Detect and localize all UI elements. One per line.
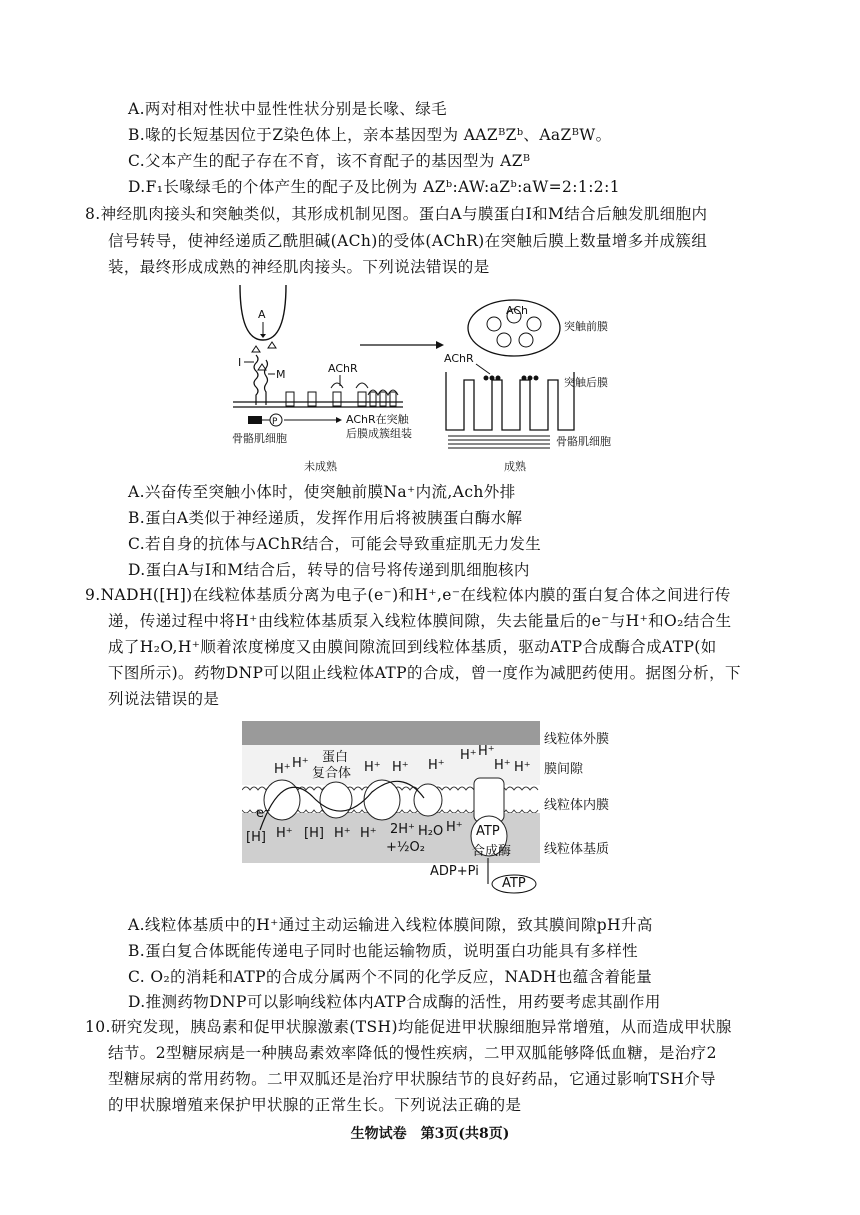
q7-option-a: A.两对相对性状中显性性状分别是长喙、绿毛 — [128, 100, 448, 118]
label-protein-complex-2: 复合体 — [312, 766, 352, 781]
caption-immature: 未成熟 — [304, 460, 337, 473]
label-protein-complex-1: 蛋白 — [322, 750, 349, 765]
label-i: I — [238, 356, 242, 369]
label-hplus-6: H⁺ — [460, 748, 477, 763]
q10-stem-line-4: 的甲状腺增殖来保护甲状腺的正常生长。下列说法正确的是 — [108, 1096, 522, 1114]
q8-stem-line-3: 装，最终形成成熟的神经肌肉接头。下列说法错误的是 — [108, 258, 490, 276]
label-hplus-13: H⁺ — [446, 820, 463, 835]
q10-stem-line-2: 结节。2型糖尿病是一种胰岛素效率降低的慢性疾病，二甲双胍能够降低血糖，是治疗2 — [108, 1044, 717, 1062]
label-m: M — [276, 368, 286, 381]
q9-option-d: D.推测药物DNP可以影响线粒体内ATP合成酶的活性，用药要考虑其副作用 — [128, 993, 661, 1011]
q9-option-c: C. O₂的消耗和ATP的合成分属两个不同的化学反应，NADH也蕴含着能量 — [128, 968, 653, 986]
label-muscle-right: 骨骼肌细胞 — [556, 435, 611, 448]
label-electron: e⁻ — [256, 806, 271, 821]
q8-stem-line-1: 8.神经肌肉接头和突触类似，其形成机制见图。蛋白A与膜蛋白I和M结合后触发肌细胞内 — [85, 205, 708, 223]
label-protein-a: A — [258, 308, 266, 321]
label-hplus-9: H⁺ — [514, 760, 531, 775]
label-water: H₂O — [418, 824, 444, 839]
label-cluster-2: 后膜成簇组装 — [346, 427, 412, 440]
label-matrix: 线粒体基质 — [544, 842, 610, 857]
q7-option-b: B.喙的长短基因位于Z染色体上，亲本基因型为 AAZᴮZᵇ、AaZᴮW。 — [128, 126, 612, 144]
label-nadh-1: [H] — [246, 830, 266, 845]
label-two-h: 2H⁺ — [390, 822, 415, 837]
q8-option-a: A.兴奋传至突触小体时，使突触前膜Na⁺内流,Ach外排 — [128, 483, 516, 501]
q8-stem-line-2: 信号转导，使神经递质乙酰胆碱(ACh)的受体(AChR)在突触后膜上数量增多并成簇组 — [108, 232, 708, 250]
label-adp-pi: ADP+Pi — [430, 864, 479, 879]
label-hplus-8: H⁺ — [494, 758, 511, 773]
q10-stem-line-3: 型糖尿病的常用药物。二甲双胍还是治疗甲状腺结节的良好药品，它通过影响TSH介导 — [108, 1070, 717, 1088]
label-hplus-4: H⁺ — [392, 760, 409, 775]
label-achr-right: AChR — [444, 352, 474, 365]
q9-mitochondria-figure — [242, 718, 642, 896]
page-footer: 生物试卷 第3页(共8页) — [350, 1126, 510, 1142]
label-postsynaptic: 突触后膜 — [564, 376, 608, 389]
label-atp-synthase-1: ATP — [476, 824, 500, 839]
label-hplus-12: H⁺ — [360, 826, 377, 841]
label-hplus-5: H⁺ — [428, 758, 445, 773]
q8-option-c: C.若自身的抗体与AChR结合，可能会导致重症肌无力发生 — [128, 535, 542, 553]
q9-stem-line-1: 9.NADH([H])在线粒体基质分离为电子(e⁻)和H⁺,e⁻在线粒体内膜的蛋白复合体之间进行传 — [85, 586, 731, 604]
label-achr-left: AChR — [328, 362, 358, 375]
q10-stem-line-1: 10.研究发现，胰岛素和促甲状腺激素(TSH)均能促进甲状腺细胞异常增殖，从而造成甲状腺 — [85, 1018, 732, 1036]
label-muscle-left: 骨骼肌细胞 — [232, 432, 287, 445]
q7-option-c: C.父本产生的配子存在不育，该不育配子的基因型为 AZᴮ — [128, 152, 531, 170]
label-inner-membrane: 线粒体内膜 — [544, 798, 610, 813]
label-half-o2: +½O₂ — [386, 840, 425, 855]
label-outer-membrane: 线粒体外膜 — [544, 732, 610, 747]
label-atp: ATP — [502, 876, 526, 891]
q7-option-d: D.F₁长喙绿毛的个体产生的配子及比例为 AZᵇ:AW:aZᵇ:aW=2:1:2:1 — [128, 178, 620, 196]
q9-option-a: A.线粒体基质中的H⁺通过主动运输进入线粒体膜间隙，致其膜间隙pH升高 — [128, 916, 653, 934]
label-hplus-10: H⁺ — [276, 826, 293, 841]
q9-stem-line-5: 列说法错误的是 — [108, 690, 220, 708]
label-hplus-2: H⁺ — [292, 756, 309, 771]
label-presynaptic: 突触前膜 — [564, 320, 608, 333]
q9-stem-line-3: 成了H₂O,H⁺顺着浓度梯度又由膜间隙流回到线粒体基质，驱动ATP合成酶合成ATP(如 — [108, 638, 717, 656]
label-nadh-2: [H] — [304, 826, 324, 841]
q9-option-b: B.蛋白复合体既能传递电子同时也能运输物质，说明蛋白功能具有多样性 — [128, 942, 639, 960]
label-p: P — [272, 417, 278, 427]
label-hplus-11: H⁺ — [334, 826, 351, 841]
label-hplus-7: H⁺ — [478, 744, 495, 759]
label-cluster-1: AChR在突触 — [346, 413, 409, 426]
label-ach: ACh — [506, 304, 528, 317]
label-hplus-3: H⁺ — [364, 760, 381, 775]
label-hplus-1: H⁺ — [274, 762, 291, 777]
q8-option-b: B.蛋白A类似于神经递质，发挥作用后将被胰蛋白酶水解 — [128, 509, 523, 527]
q8-neuromuscular-figure — [228, 280, 648, 480]
q9-stem-line-4: 下图所示)。药物DNP可以阻止线粒体ATP的合成，曾一度作为减肥药使用。据图分析，下 — [108, 664, 741, 682]
caption-mature: 成熟 — [504, 460, 526, 473]
label-intermembrane: 膜间隙 — [544, 762, 584, 777]
q9-stem-line-2: 递，传递过程中将H⁺由线粒体基质泵入线粒体膜间隙，失去能量后的e⁻与H⁺和O₂结合生 — [108, 612, 732, 630]
q8-option-d: D.蛋白A与I和M结合后，转导的信号将传递到肌细胞核内 — [128, 561, 530, 579]
label-atp-synthase-2: 合成酶 — [472, 844, 512, 859]
